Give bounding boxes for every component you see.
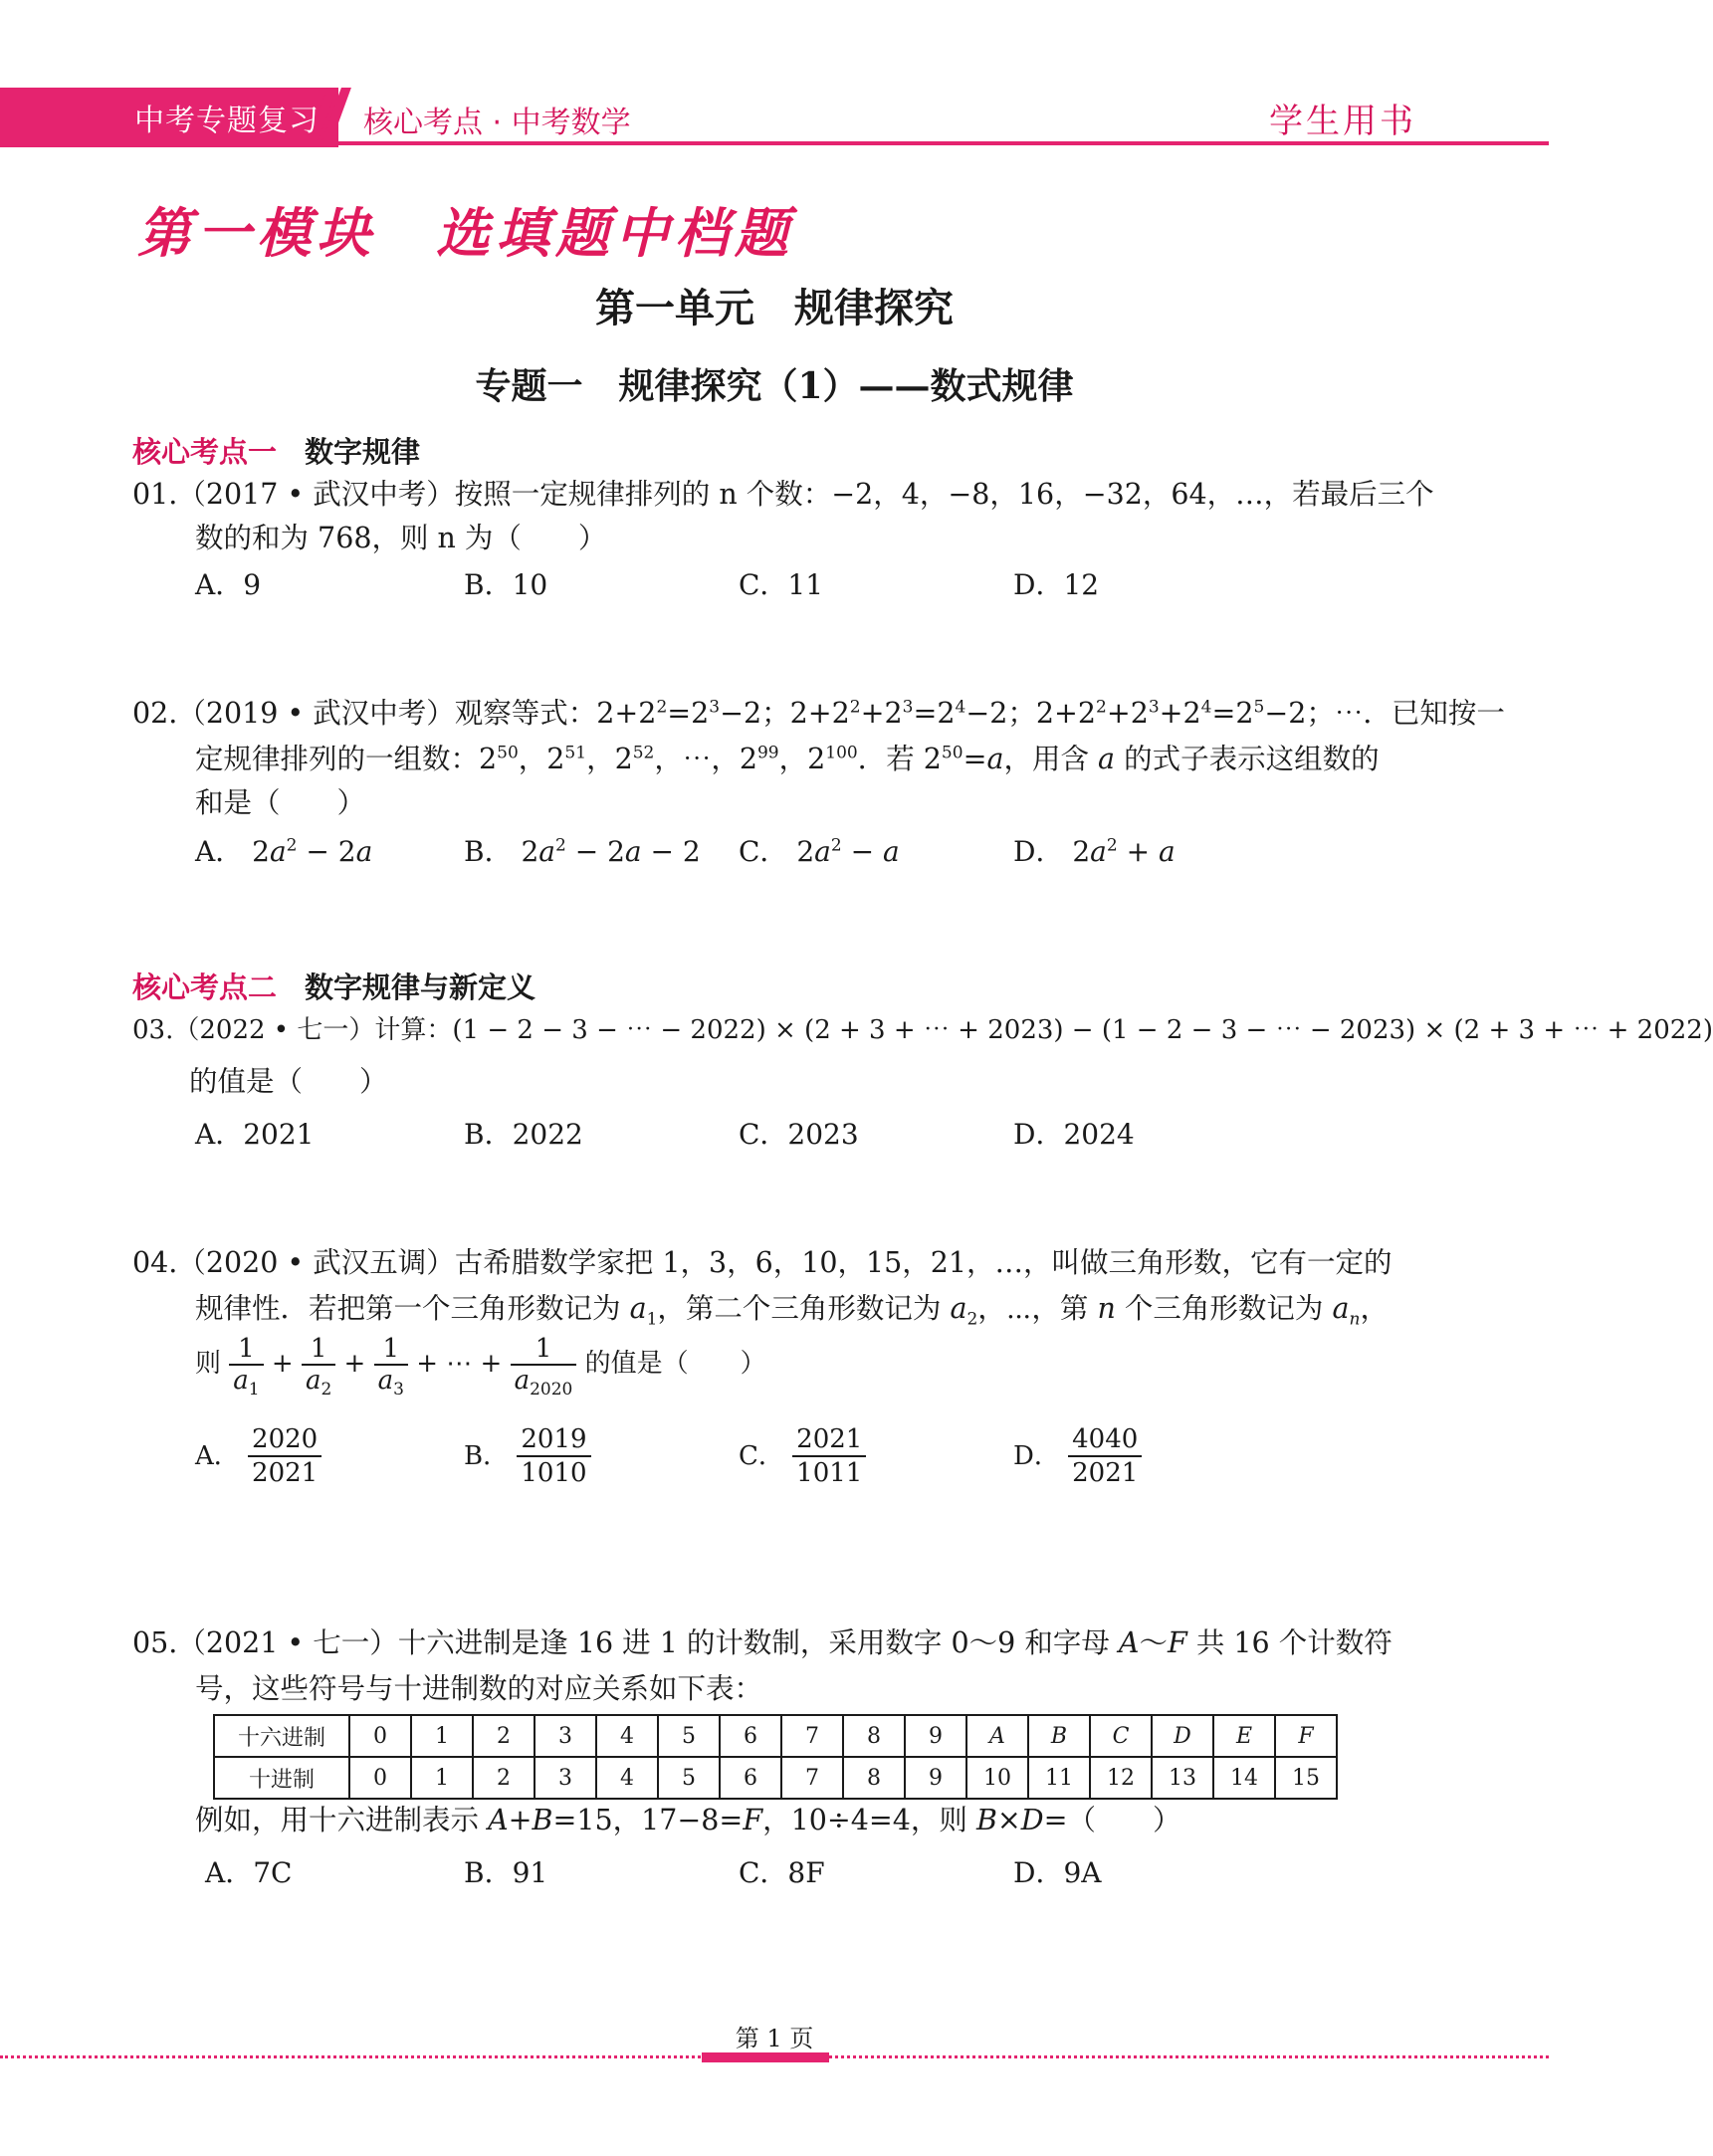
- q4-option-c: C． $\frac{2021}{1011}$: [739, 1423, 866, 1489]
- table-cell: 2: [473, 1715, 535, 1757]
- question-number: 03.: [132, 1015, 174, 1045]
- module-title: 第一模块 选填题中档题: [137, 201, 794, 265]
- table-cell: 10: [966, 1757, 1028, 1799]
- topic-title: 专题一 规律探究（1）——数式规律: [475, 365, 1074, 407]
- table-cell: 13: [1152, 1757, 1213, 1799]
- question-5: [132, 1620, 1392, 1666]
- page-number: 第 1 页: [735, 2025, 814, 2052]
- table-cell: 14: [1213, 1757, 1275, 1799]
- question-5-line-2: 号，这些符号与十进制数的对应关系如下表：: [195, 1672, 763, 1705]
- footer-bar: [702, 2052, 829, 2062]
- question-1: [132, 472, 1434, 518]
- key-point-1: [132, 430, 420, 471]
- table-cell: 15: [1275, 1757, 1337, 1799]
- q2-option-d: D． $2a^2 + a$: [1013, 835, 1176, 868]
- table-cell: 7: [781, 1715, 843, 1757]
- table-cell: 5: [658, 1757, 720, 1799]
- question-5-line-3: 例如，用十六进制表示 A+B=15，17−8=F，10÷4=4，则 B×D=（ ）: [195, 1804, 1181, 1836]
- q5-option-a: A．7C: [205, 1856, 293, 1889]
- key-point-label: 核心考点二: [132, 970, 278, 1004]
- q4-option-d: D． $\frac{4040}{2021}$: [1013, 1423, 1142, 1489]
- table-cell: 6: [720, 1757, 781, 1799]
- table-row: [214, 1757, 1337, 1799]
- header-tag: 中考专题复习: [134, 104, 320, 138]
- key-point-title: 数字规律与新定义: [305, 970, 536, 1004]
- q2-option-b: B． $2a^2 - 2a - 2$: [464, 835, 701, 868]
- table-cell: 11: [1028, 1757, 1090, 1799]
- table-cell: F: [1275, 1715, 1337, 1757]
- question-1-line-2: 数的和为 768，则 n 为（ ）: [195, 522, 607, 554]
- table-cell: 5: [658, 1715, 720, 1757]
- q5-option-c: C．8F: [739, 1856, 825, 1889]
- table-cell: 1: [411, 1757, 473, 1799]
- question-text: 按照一定规律排列的 n 个数：−2，4，−8，16，−32，64，…，若最后三个: [454, 478, 1434, 511]
- table-cell: 9: [905, 1757, 966, 1799]
- question-3-line-2: 的值是（ ）: [189, 1065, 388, 1098]
- table-cell: E: [1213, 1715, 1275, 1757]
- table-cell: 3: [535, 1757, 596, 1799]
- question-expression: 计算：(1 − 2 − 3 − ⋯ − 2022) × (2 + 3 + ⋯ + 2023) − (1 − 2 − 3 − ⋯ − 2023) × (2 + 3 + ⋯ + 2022): [374, 1015, 1713, 1045]
- q1-option-a: A．9: [195, 568, 262, 601]
- question-number: 01.: [132, 478, 178, 511]
- q3-option-d: D．2024: [1013, 1118, 1135, 1151]
- table-cell: 4: [596, 1715, 658, 1757]
- question-3: [132, 1007, 1713, 1053]
- q1-option-c: C．11: [739, 568, 824, 601]
- table-cell: A: [966, 1715, 1028, 1757]
- q3-option-c: C．2023: [739, 1118, 859, 1151]
- table-cell: 6: [720, 1715, 781, 1757]
- question-4-line-2: 规律性．若把第一个三角形数记为 $a_1$，第二个三角形数记为 $a_2$，⋯，第 n 个三角形数记为 $a_n$，: [195, 1292, 1389, 1330]
- question-number: 05.: [132, 1626, 178, 1659]
- question-text: 古希腊数学家把 1，3，6，10，15，21，…，叫做三角形数，它有一定的: [454, 1246, 1392, 1279]
- table-cell: 7: [781, 1757, 843, 1799]
- question-2-line-2: 定规律排列的一组数：$2^{50}$，$2^{51}$，$2^{52}$，⋯，$2^{99}$，$2^{100}$．若 $2^{50}=a$，用含 a 的式子表示这组数的: [195, 743, 1380, 775]
- key-point-title: 数字规律: [305, 435, 421, 469]
- q3-option-a: A．2021: [195, 1118, 315, 1151]
- q4-option-a: A． $\frac{2020}{2021}$: [195, 1423, 321, 1489]
- q1-option-d: D．12: [1013, 568, 1100, 601]
- table-cell: 8: [843, 1757, 905, 1799]
- table-cell: 4: [596, 1757, 658, 1799]
- table-cell: 9: [905, 1715, 966, 1757]
- table-cell: 3: [535, 1715, 596, 1757]
- q5-option-b: B．91: [464, 1856, 548, 1889]
- table-cell: C: [1090, 1715, 1152, 1757]
- q5-option-d: D．9A: [1013, 1856, 1102, 1889]
- question-text: 观察等式：$2+2^2=2^3-2$；$2+2^2+2^3=2^4-2$；$2+2^2+2^3+2^4=2^5-2$；⋯．已知按一: [454, 697, 1505, 730]
- table-header-cell: 十进制: [214, 1757, 349, 1799]
- hex-table: [213, 1714, 1338, 1800]
- question-2-line-3: 和是（ ）: [195, 786, 366, 819]
- key-point-label: 核心考点一: [132, 435, 278, 469]
- q4-option-b: B． $\frac{2019}{1010}$: [464, 1423, 591, 1489]
- table-cell: D: [1152, 1715, 1213, 1757]
- table-cell: 0: [349, 1757, 411, 1799]
- question-source: （2017 • 武汉中考）: [177, 478, 455, 511]
- question-number: 02.: [132, 697, 178, 730]
- key-point-2: [132, 966, 535, 1006]
- table-cell: 0: [349, 1715, 411, 1757]
- header-subtitle: 核心考点 · 中考数学: [363, 106, 631, 140]
- question-source: （2022 • 七一）: [173, 1015, 375, 1045]
- table-cell: 8: [843, 1715, 905, 1757]
- header-right-label: 学生用书: [1269, 102, 1416, 141]
- question-number: 04.: [132, 1246, 178, 1279]
- unit-title: 第一单元 规律探究: [595, 286, 954, 331]
- question-source: （2019 • 武汉中考）: [177, 697, 455, 730]
- table-row: [214, 1715, 1337, 1757]
- q2-option-a: A． $2a^2 - 2a$: [195, 835, 373, 868]
- q2-option-c: C． $2a^2 - a$: [739, 835, 900, 868]
- q1-option-b: B．10: [464, 568, 548, 601]
- q3-option-b: B．2022: [464, 1118, 583, 1151]
- table-cell: 12: [1090, 1757, 1152, 1799]
- table-header-cell: 十六进制: [214, 1715, 349, 1757]
- question-source: （2020 • 武汉五调）: [177, 1246, 455, 1279]
- table-cell: 1: [411, 1715, 473, 1757]
- question-4: [132, 1240, 1392, 1286]
- question-2: [132, 691, 1505, 737]
- question-4-expression: 则 $\frac{1}{a_1}$ + $\frac{1}{a_2}$ + $\frac{1}{a_3}$ + ⋯ + $\frac{1}{a_{2020}}$ 的值是（ ）: [195, 1334, 766, 1401]
- question-text: 十六进制是逢 16 进 1 的计数制，采用数字 0～9 和字母 A～F 共 16 个计数符: [397, 1626, 1392, 1659]
- question-source: （2021 • 七一）: [177, 1626, 398, 1659]
- table-cell: 2: [473, 1757, 535, 1799]
- table-cell: B: [1028, 1715, 1090, 1757]
